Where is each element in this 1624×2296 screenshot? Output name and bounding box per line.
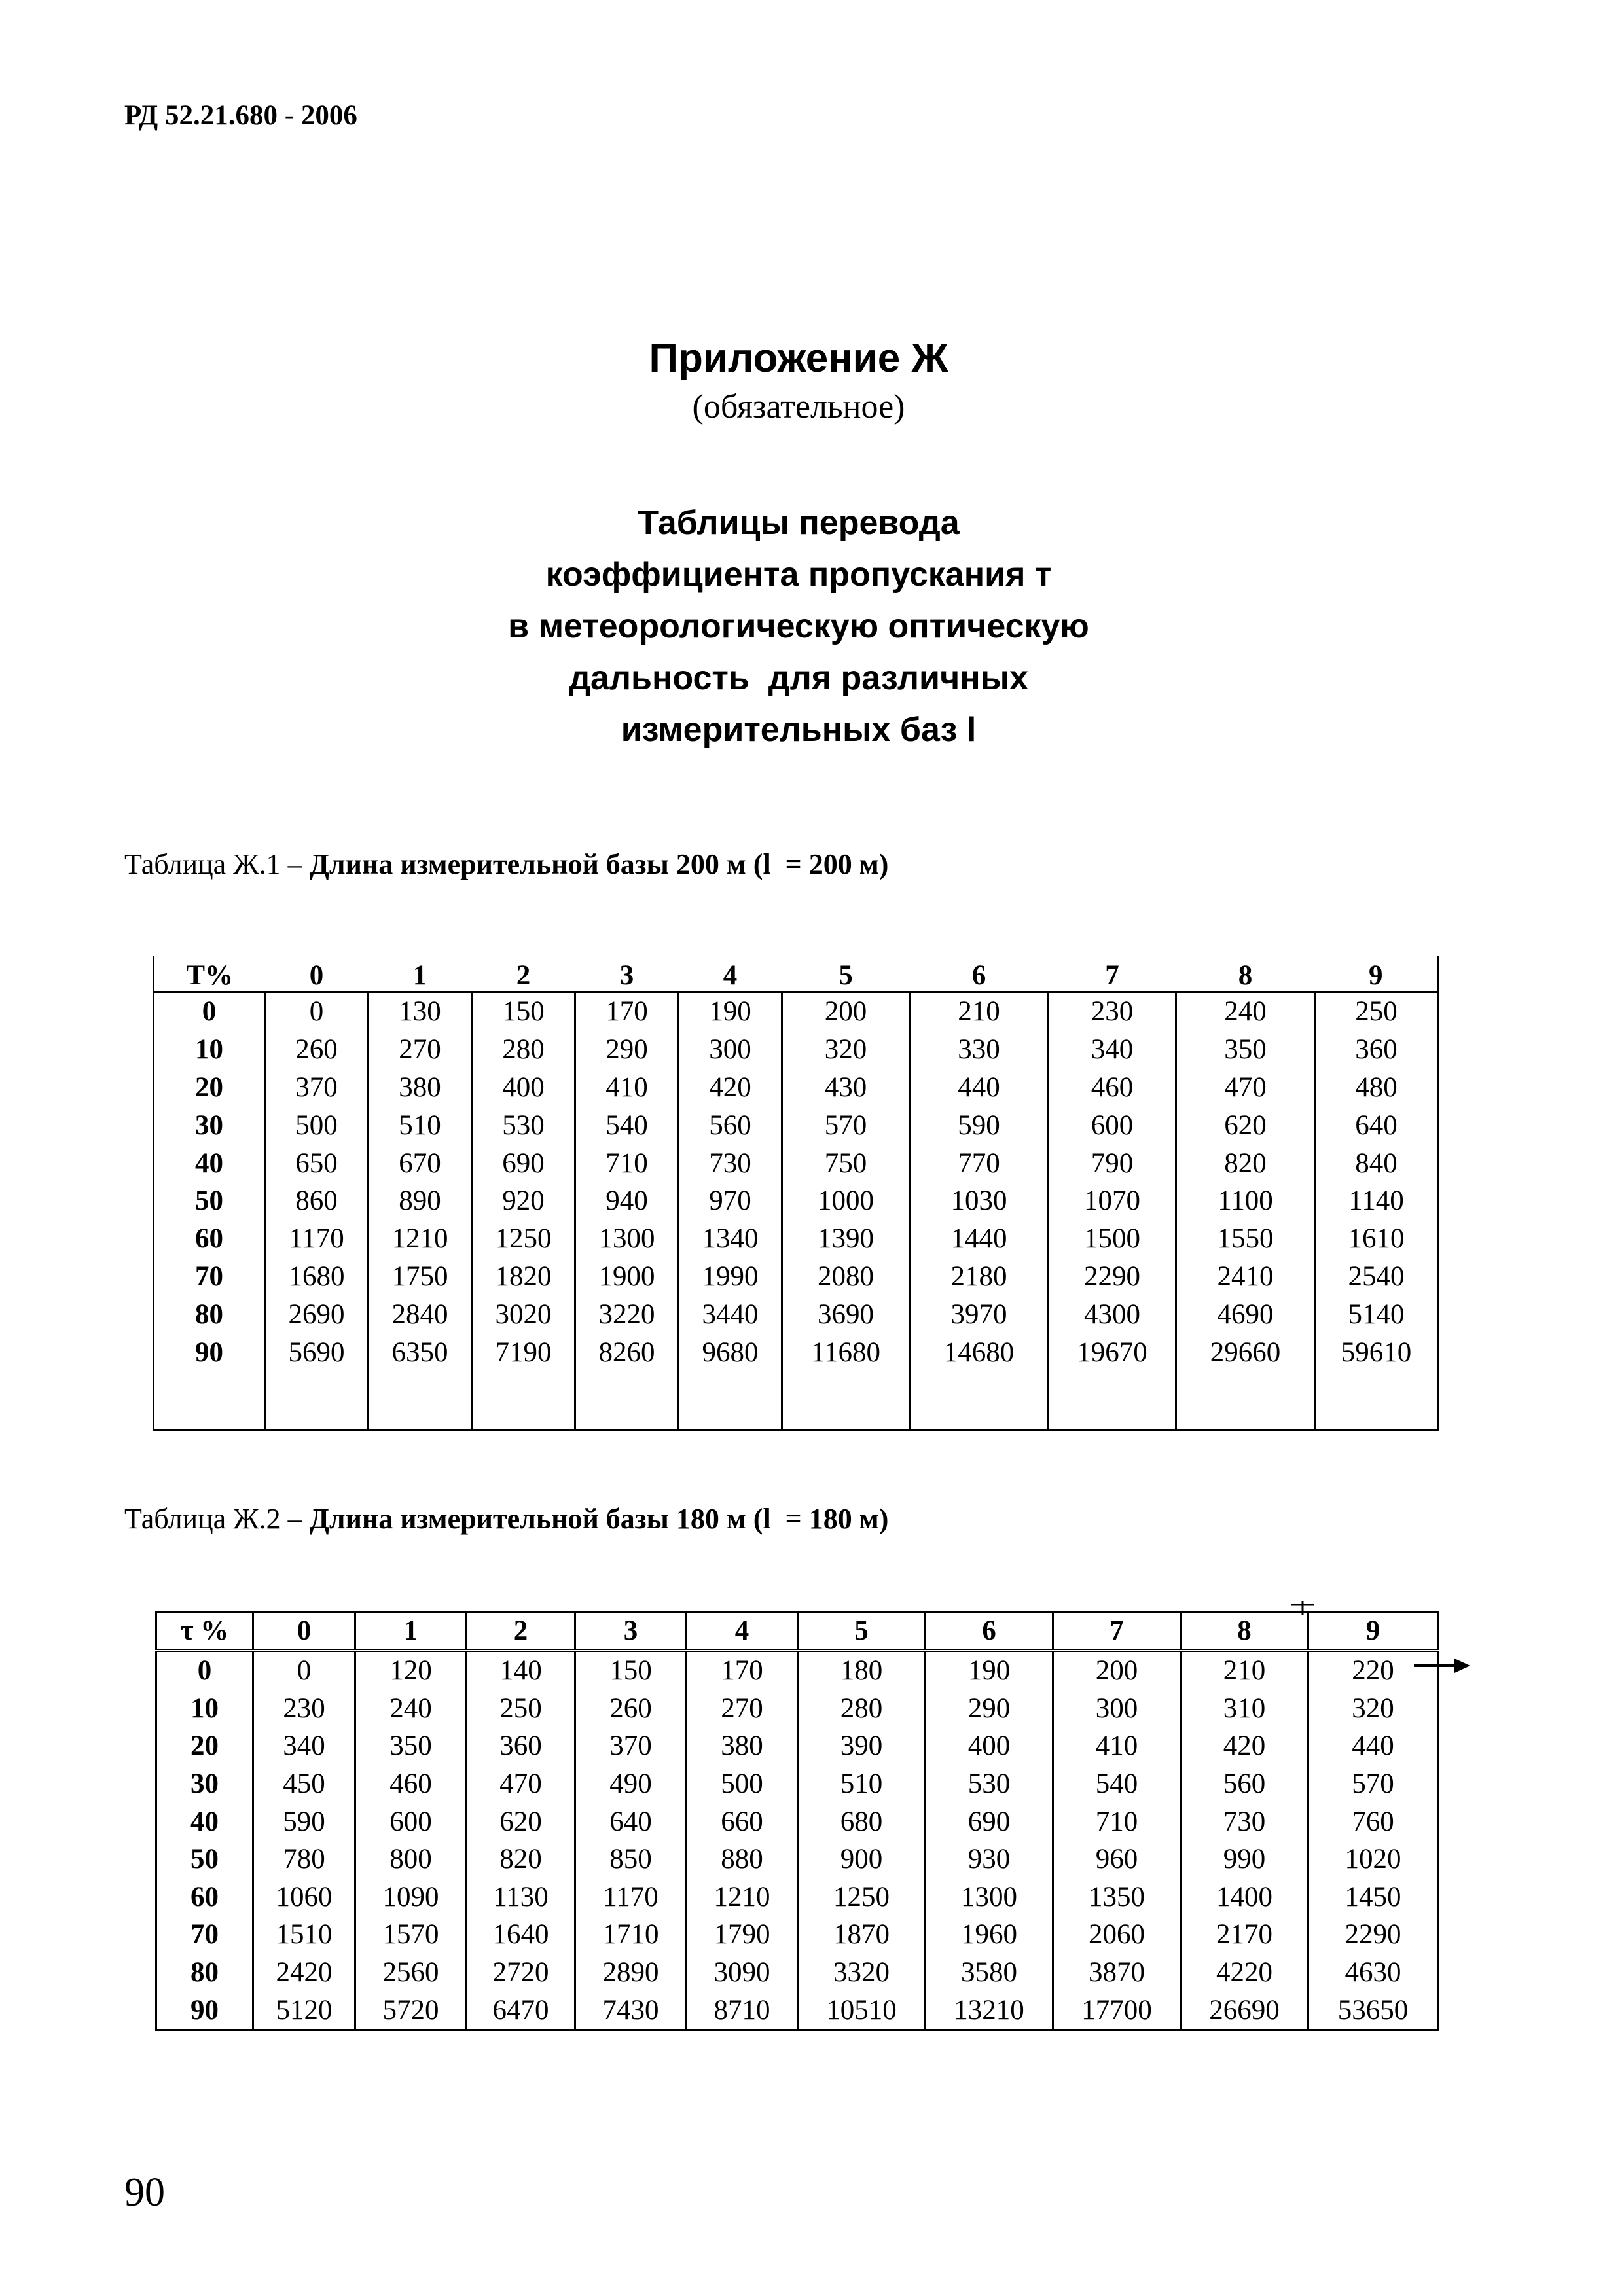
appendix-heading-line: измерительных баз l [621, 711, 977, 749]
row-header: 40 [156, 1803, 253, 1840]
table-cell: 280 [472, 1031, 575, 1069]
row-header: 50 [156, 1840, 253, 1878]
table-row [156, 1803, 1438, 1840]
table-cell: 29660 [1176, 1333, 1315, 1371]
column-header: 8 [1181, 1613, 1308, 1651]
table-cell: 2290 [1049, 1258, 1176, 1296]
table-cell: 430 [782, 1069, 910, 1107]
table-cell-empty [782, 1371, 910, 1430]
table-cell: 440 [1308, 1727, 1438, 1765]
column-header: 2 [472, 956, 575, 992]
table-cell: 570 [1308, 1765, 1438, 1803]
table-cell: 1510 [253, 1916, 355, 1954]
table-cell-empty [1315, 1371, 1438, 1430]
table-cell: 1130 [467, 1878, 575, 1916]
table-cell: 690 [472, 1144, 575, 1182]
table-cell: 0 [265, 992, 369, 1031]
column-header: 1 [355, 1613, 467, 1651]
row-header: 20 [156, 1727, 253, 1765]
table-cell: 1210 [369, 1220, 472, 1258]
table-cell: 170 [575, 992, 679, 1031]
table-cell: 360 [467, 1727, 575, 1765]
table-cell: 320 [782, 1031, 910, 1069]
table-cell: 1090 [355, 1878, 467, 1916]
table-cell: 450 [253, 1765, 355, 1803]
table-cell: 240 [355, 1690, 467, 1728]
table-cell: 270 [687, 1690, 798, 1728]
table-cell: 310 [1181, 1690, 1308, 1728]
table-cell-empty [1176, 1371, 1315, 1430]
table-cell: 460 [1049, 1069, 1176, 1107]
table-cell: 1450 [1308, 1878, 1438, 1916]
table-cell: 5120 [253, 1991, 355, 2030]
appendix-heading [0, 497, 1597, 756]
table-cell-empty [472, 1371, 575, 1430]
table-cell-empty [154, 1371, 265, 1430]
table-cell-empty [265, 1371, 369, 1430]
table-header-row [156, 1613, 1438, 1651]
table-row [154, 1220, 1438, 1258]
table-cell: 1990 [679, 1258, 782, 1296]
table-cell: 1900 [575, 1258, 679, 1296]
table-cell: 230 [253, 1690, 355, 1728]
table-cell: 820 [467, 1840, 575, 1878]
table-cell: 150 [472, 992, 575, 1031]
table-row [154, 1333, 1438, 1371]
column-header: 2 [467, 1613, 575, 1651]
table-cell: 300 [1053, 1690, 1181, 1728]
table-cell: 270 [369, 1031, 472, 1069]
table-cell: 3870 [1053, 1954, 1181, 1992]
table-cell: 1640 [467, 1916, 575, 1954]
table-cell: 710 [1053, 1803, 1181, 1840]
table-cell: 410 [1053, 1727, 1181, 1765]
row-header: 30 [156, 1765, 253, 1803]
table-cell: 480 [1315, 1069, 1438, 1107]
appendix-heading-line: дальность для различных [569, 659, 1028, 697]
table-cell: 380 [687, 1727, 798, 1765]
table-cell: 350 [1176, 1031, 1315, 1069]
row-header: 80 [154, 1295, 265, 1333]
table-cell: 190 [926, 1651, 1053, 1690]
table-cell: 930 [926, 1840, 1053, 1878]
table-cell: 460 [355, 1765, 467, 1803]
table-cell-empty [369, 1371, 472, 1430]
table-cell: 5690 [265, 1333, 369, 1371]
table-cell: 540 [575, 1106, 679, 1144]
table-cell: 1300 [575, 1220, 679, 1258]
table-cell: 900 [798, 1840, 926, 1878]
table-row [154, 1031, 1438, 1069]
table-cell: 1870 [798, 1916, 926, 1954]
table-row [154, 1106, 1438, 1144]
table-cell: 180 [798, 1651, 926, 1690]
table-cell: 530 [926, 1765, 1053, 1803]
table-cell: 290 [575, 1031, 679, 1069]
row-header: 40 [154, 1144, 265, 1182]
table-cell: 860 [265, 1182, 369, 1220]
table-cell: 2840 [369, 1295, 472, 1333]
table-cell: 410 [575, 1069, 679, 1107]
table-cell: 940 [575, 1182, 679, 1220]
table-cell: 340 [1049, 1031, 1176, 1069]
appendix-heading-line: коэффициента пропускания т [545, 556, 1052, 594]
table-cell: 400 [472, 1069, 575, 1107]
table-cell: 1820 [472, 1258, 575, 1296]
table-corner-header: τ % [156, 1613, 253, 1651]
column-header: 5 [782, 956, 910, 992]
table-cell: 1250 [472, 1220, 575, 1258]
table-cell: 1000 [782, 1182, 910, 1220]
table-cell: 250 [1315, 992, 1438, 1031]
table-cell-empty [910, 1371, 1049, 1430]
column-header: 6 [926, 1613, 1053, 1651]
table-cell: 4220 [1181, 1954, 1308, 1992]
table-cell: 1390 [782, 1220, 910, 1258]
table-cell: 1440 [910, 1220, 1049, 1258]
table-cell: 2170 [1181, 1916, 1308, 1954]
table-cell: 990 [1181, 1840, 1308, 1878]
table-conversion-180m [155, 1611, 1439, 2031]
column-header: 9 [1308, 1613, 1438, 1651]
table-cell: 530 [472, 1106, 575, 1144]
table-cell: 2560 [355, 1954, 467, 1992]
arrow-right-icon [1414, 1656, 1470, 1676]
table-cell: 840 [1315, 1144, 1438, 1182]
table-cell: 1400 [1181, 1878, 1308, 1916]
table-cell: 4690 [1176, 1295, 1315, 1333]
row-header: 50 [154, 1182, 265, 1220]
column-header: 5 [798, 1613, 926, 1651]
table-cell: 850 [575, 1840, 687, 1878]
table-cell: 600 [1049, 1106, 1176, 1144]
table-cell: 26690 [1181, 1991, 1308, 2030]
table-cell: 8260 [575, 1333, 679, 1371]
table-cell: 560 [1181, 1765, 1308, 1803]
column-header: 7 [1053, 1613, 1181, 1651]
table-cell: 170 [687, 1651, 798, 1690]
table-cell: 1340 [679, 1220, 782, 1258]
table-cell: 690 [926, 1803, 1053, 1840]
row-header: 0 [154, 992, 265, 1031]
row-header: 60 [156, 1878, 253, 1916]
table-cell: 2890 [575, 1954, 687, 1992]
table-cell: 680 [798, 1803, 926, 1840]
row-header: 0 [156, 1651, 253, 1690]
table-cell: 2060 [1053, 1916, 1181, 1954]
table-cell: 320 [1308, 1690, 1438, 1728]
table-cell: 3580 [926, 1954, 1053, 1992]
appendix-status: (обязательное) [692, 388, 905, 425]
table-cell: 300 [679, 1031, 782, 1069]
table-cell: 3220 [575, 1295, 679, 1333]
row-header: 10 [154, 1031, 265, 1069]
table-cell: 240 [1176, 992, 1315, 1031]
table-cell: 1710 [575, 1916, 687, 1954]
table-cell: 710 [575, 1144, 679, 1182]
table-conversion-200m [153, 956, 1439, 1431]
table-row [156, 1916, 1438, 1954]
table-cell: 590 [253, 1803, 355, 1840]
table-cell: 490 [575, 1765, 687, 1803]
table-cell: 1140 [1315, 1182, 1438, 1220]
table-cell: 6470 [467, 1991, 575, 2030]
table-cell: 540 [1053, 1765, 1181, 1803]
table-cell: 59610 [1315, 1333, 1438, 1371]
table-cell: 2080 [782, 1258, 910, 1296]
table-cell: 510 [369, 1106, 472, 1144]
table-cell: 19670 [1049, 1333, 1176, 1371]
table-cell: 230 [1049, 992, 1176, 1031]
table-cell: 1100 [1176, 1182, 1315, 1220]
table-row [154, 1258, 1438, 1296]
appendix-title: Приложение Ж [649, 336, 948, 381]
table-cell: 500 [687, 1765, 798, 1803]
table-row [156, 1954, 1438, 1992]
table-row [154, 1295, 1438, 1333]
table-cell: 120 [355, 1651, 467, 1690]
table-cell: 1500 [1049, 1220, 1176, 1258]
table-cell: 1960 [926, 1916, 1053, 1954]
page-number: 90 [124, 2170, 165, 2215]
table2-caption-prefix: Таблица Ж.2 – [124, 1503, 310, 1535]
row-header: 10 [156, 1690, 253, 1728]
table-cell: 560 [679, 1106, 782, 1144]
table-cell: 780 [253, 1840, 355, 1878]
table-cell: 790 [1049, 1144, 1176, 1182]
table-cell: 1020 [1308, 1840, 1438, 1878]
table-cell: 1250 [798, 1878, 926, 1916]
table-row [156, 1690, 1438, 1728]
document-code: РД 52.21.680 - 2006 [124, 100, 357, 131]
table-cell: 4630 [1308, 1954, 1438, 1992]
table-cell: 880 [687, 1840, 798, 1878]
table-cell: 590 [910, 1106, 1049, 1144]
table-cell: 1030 [910, 1182, 1049, 1220]
table-cell: 510 [798, 1765, 926, 1803]
table-cell: 4300 [1049, 1295, 1176, 1333]
table-row [156, 1651, 1438, 1690]
table-cell: 2540 [1315, 1258, 1438, 1296]
table-cell: 640 [1315, 1106, 1438, 1144]
table-cell: 5720 [355, 1991, 467, 2030]
table-cell: 1680 [265, 1258, 369, 1296]
table-cell: 1300 [926, 1878, 1053, 1916]
table-cell-empty [679, 1371, 782, 1430]
table-cell: 420 [679, 1069, 782, 1107]
table-cell: 350 [355, 1727, 467, 1765]
appendix-heading-line: в метеорологическую оптическую [508, 607, 1089, 645]
column-header: 6 [910, 956, 1049, 992]
table-cell: 7430 [575, 1991, 687, 2030]
column-header: 7 [1049, 956, 1176, 992]
table-cell: 1170 [265, 1220, 369, 1258]
table-cell: 210 [910, 992, 1049, 1031]
cross-mark-icon [1290, 1601, 1316, 1627]
table-cell: 420 [1181, 1727, 1308, 1765]
table-cell: 2720 [467, 1954, 575, 1992]
table-cell: 9680 [679, 1333, 782, 1371]
table2-caption-title: Длина измерительной базы 180 м (l = 180 м) [309, 1503, 889, 1535]
table-cell: 200 [782, 992, 910, 1031]
table-cell: 760 [1308, 1803, 1438, 1840]
table-row [156, 1840, 1438, 1878]
column-header: 0 [265, 956, 369, 992]
table-cell: 390 [798, 1727, 926, 1765]
table-cell: 800 [355, 1840, 467, 1878]
table-row [154, 1182, 1438, 1220]
row-header: 70 [156, 1916, 253, 1954]
table-cell: 400 [926, 1727, 1053, 1765]
table-cell: 3020 [472, 1295, 575, 1333]
table-cell: 360 [1315, 1031, 1438, 1069]
row-header: 30 [154, 1106, 265, 1144]
table1-caption-title: Длина измерительной базы 200 м (l = 200 м) [309, 848, 889, 880]
table-cell: 2420 [253, 1954, 355, 1992]
table-cell: 11680 [782, 1333, 910, 1371]
table-cell: 890 [369, 1182, 472, 1220]
table-row [154, 1144, 1438, 1182]
table-cell: 130 [369, 992, 472, 1031]
row-header: 90 [154, 1333, 265, 1371]
table-cell: 6350 [369, 1333, 472, 1371]
table-cell: 1210 [687, 1878, 798, 1916]
table-cell: 150 [575, 1651, 687, 1690]
table-cell: 1610 [1315, 1220, 1438, 1258]
row-header: 80 [156, 1954, 253, 1992]
table2-caption [124, 1502, 888, 1535]
table-cell: 670 [369, 1144, 472, 1182]
row-header: 60 [154, 1220, 265, 1258]
table-cell: 600 [355, 1803, 467, 1840]
table-cell: 1350 [1053, 1878, 1181, 1916]
table-cell: 1070 [1049, 1182, 1176, 1220]
table-cell: 370 [575, 1727, 687, 1765]
column-header: 8 [1176, 956, 1315, 992]
table-cell: 7190 [472, 1333, 575, 1371]
table-row [156, 1878, 1438, 1916]
table-cell: 470 [467, 1765, 575, 1803]
table-cell: 1170 [575, 1878, 687, 1916]
table-cell: 620 [1176, 1106, 1315, 1144]
table-cell: 570 [782, 1106, 910, 1144]
table-cell: 750 [782, 1144, 910, 1182]
table1-caption-prefix: Таблица Ж.1 – [124, 848, 310, 880]
table-cell-empty [1049, 1371, 1176, 1430]
table-cell: 620 [467, 1803, 575, 1840]
table-cell: 3970 [910, 1295, 1049, 1333]
column-header: 3 [575, 956, 679, 992]
appendix-heading-line: Таблицы перевода [638, 504, 960, 542]
table-cell: 960 [1053, 1840, 1181, 1878]
table-cell: 3320 [798, 1954, 926, 1992]
table-row [154, 992, 1438, 1031]
column-header: 9 [1315, 956, 1438, 992]
table-cell: 970 [679, 1182, 782, 1220]
row-header: 70 [154, 1258, 265, 1296]
table-cell: 340 [253, 1727, 355, 1765]
table-cell: 640 [575, 1803, 687, 1840]
table-cell: 650 [265, 1144, 369, 1182]
table-cell: 1060 [253, 1878, 355, 1916]
table-cell: 1750 [369, 1258, 472, 1296]
table-cell: 730 [679, 1144, 782, 1182]
table-cell: 290 [926, 1690, 1053, 1728]
table-cell: 53650 [1308, 1991, 1438, 2030]
table-cell: 440 [910, 1069, 1049, 1107]
table-cell: 2690 [265, 1295, 369, 1333]
table-cell: 210 [1181, 1651, 1308, 1690]
table-cell: 260 [575, 1690, 687, 1728]
table-cell: 370 [265, 1069, 369, 1107]
table-cell: 380 [369, 1069, 472, 1107]
table-row [154, 1069, 1438, 1107]
table-cell: 14680 [910, 1333, 1049, 1371]
table-row [156, 1991, 1438, 2030]
row-header: 90 [156, 1991, 253, 2030]
table-cell: 820 [1176, 1144, 1315, 1182]
table-cell: 330 [910, 1031, 1049, 1069]
table-cell: 2290 [1308, 1916, 1438, 1954]
table-cell: 5140 [1315, 1295, 1438, 1333]
table-cell: 920 [472, 1182, 575, 1220]
table-cell: 140 [467, 1651, 575, 1690]
table-cell: 660 [687, 1803, 798, 1840]
table-header-row [154, 956, 1438, 992]
table-empty-row [154, 1371, 1438, 1430]
table-cell: 1790 [687, 1916, 798, 1954]
row-header: 20 [154, 1069, 265, 1107]
table-cell: 470 [1176, 1069, 1315, 1107]
table-cell: 17700 [1053, 1991, 1181, 2030]
table-row [156, 1727, 1438, 1765]
table-cell: 3090 [687, 1954, 798, 1992]
table-cell: 13210 [926, 1991, 1053, 2030]
table-row [156, 1765, 1438, 1803]
table1-caption [124, 848, 888, 881]
table-cell: 1550 [1176, 1220, 1315, 1258]
table-cell: 3440 [679, 1295, 782, 1333]
table-cell: 730 [1181, 1803, 1308, 1840]
table-cell: 8710 [687, 1991, 798, 2030]
column-header: 1 [369, 956, 472, 992]
table-cell-empty [575, 1371, 679, 1430]
table-cell: 2180 [910, 1258, 1049, 1296]
table-cell: 500 [265, 1106, 369, 1144]
table-cell: 280 [798, 1690, 926, 1728]
table-cell: 250 [467, 1690, 575, 1728]
table-cell: 770 [910, 1144, 1049, 1182]
table-cell: 260 [265, 1031, 369, 1069]
table-cell: 200 [1053, 1651, 1181, 1690]
table-corner-header: T% [154, 956, 265, 992]
table-cell: 190 [679, 992, 782, 1031]
column-header: 0 [253, 1613, 355, 1651]
table-cell: 10510 [798, 1991, 926, 2030]
table-cell: 220 [1308, 1651, 1438, 1690]
table-cell: 0 [253, 1651, 355, 1690]
column-header: 3 [575, 1613, 687, 1651]
table-cell: 1570 [355, 1916, 467, 1954]
column-header: 4 [679, 956, 782, 992]
column-header: 4 [687, 1613, 798, 1651]
table-cell: 3690 [782, 1295, 910, 1333]
table-cell: 2410 [1176, 1258, 1315, 1296]
